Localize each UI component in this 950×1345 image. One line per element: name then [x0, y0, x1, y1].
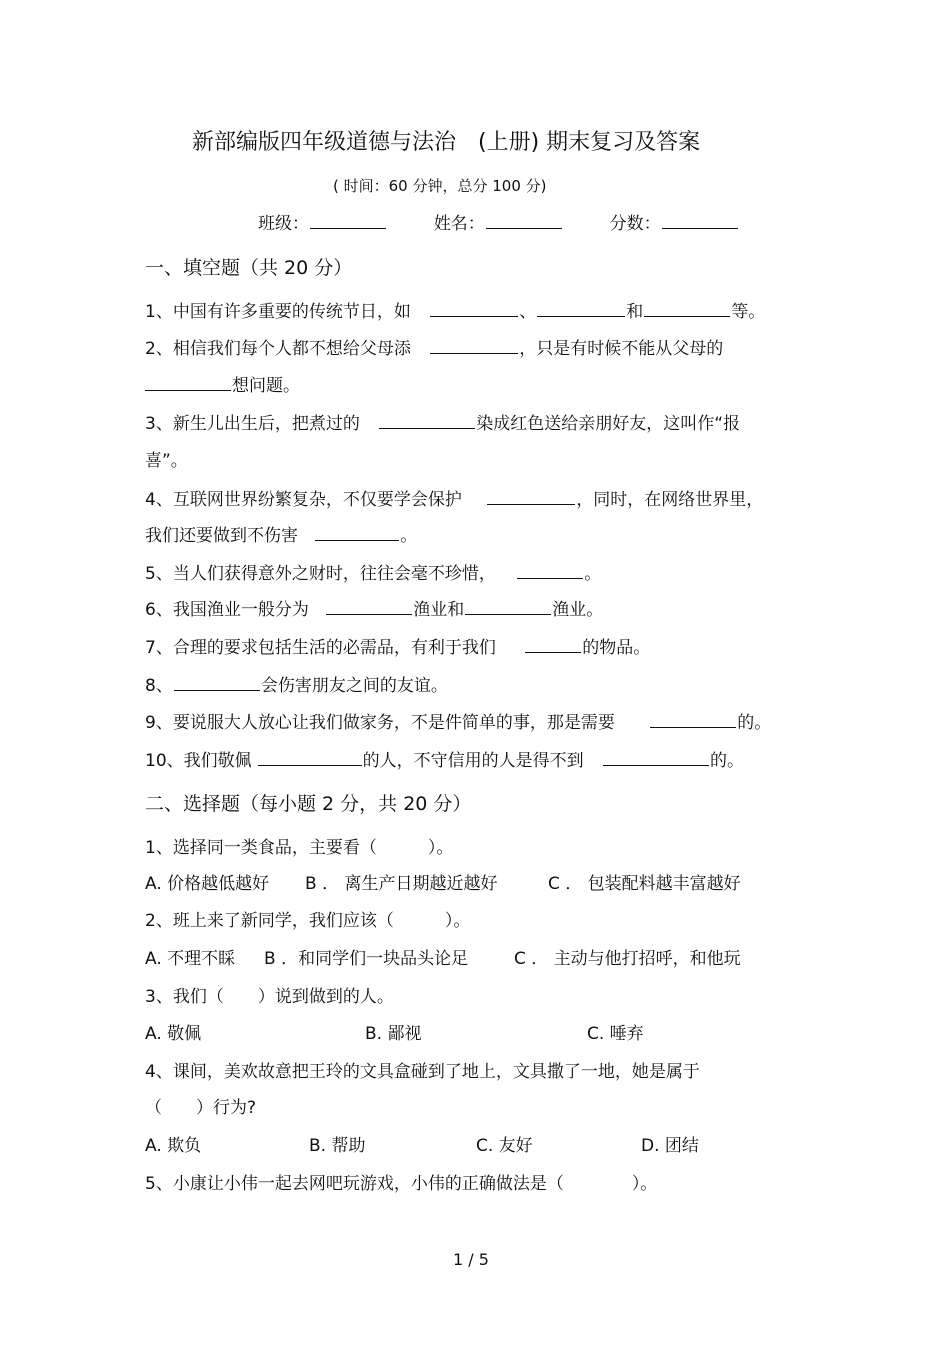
mc-option-3c[interactable]: C. 唾弃	[587, 1024, 644, 1044]
question-4-cont	[145, 524, 417, 547]
mc-question-3: 3、我们（ ）说到做到的人。	[145, 987, 394, 1007]
question-text: ，同时，在网络世界里，	[576, 490, 764, 510]
question-4	[145, 488, 763, 511]
question-2-cont	[145, 374, 300, 397]
question-text: 9、要说服大人放心让我们做家务，不是件简单的事，那是需要	[145, 713, 615, 733]
question-2	[145, 337, 723, 360]
answer-blank[interactable]	[174, 674, 260, 691]
answer-blank[interactable]	[145, 374, 231, 391]
mc-option-2b[interactable]: B ．和同学们一块品头论足	[264, 949, 469, 969]
question-text: 渔业和	[413, 600, 465, 620]
mc-question-1: 1、选择同一类食品，主要看（ ）。	[145, 838, 454, 858]
score-blank[interactable]	[662, 212, 738, 229]
mc-option-4a[interactable]: A. 欺负	[145, 1136, 202, 1156]
question-7	[145, 636, 650, 659]
answer-blank[interactable]	[258, 749, 362, 766]
question-text: 1、中国有许多重要的传统节日，如	[145, 302, 411, 322]
mc-option-4c[interactable]: C. 友好	[476, 1136, 533, 1156]
answer-blank[interactable]	[379, 412, 475, 429]
question-text: 等。	[731, 302, 766, 322]
mc-question-5: 5、小康让小伟一起去网吧玩游戏，小伟的正确做法是（ ）。	[145, 1174, 658, 1194]
mc-option-3b[interactable]: B. 鄙视	[365, 1024, 422, 1044]
question-3-cont: 喜”。	[145, 451, 188, 471]
question-text: 3、新生儿出生后，把煮过的	[145, 414, 360, 434]
answer-blank[interactable]	[603, 749, 709, 766]
answer-blank[interactable]	[537, 300, 625, 317]
mc-question-4-cont: （ ）行为?	[145, 1098, 257, 1118]
mc-option-2a[interactable]: A. 不理不睬	[145, 949, 236, 969]
answer-blank[interactable]	[430, 337, 518, 354]
answer-blank[interactable]	[326, 598, 412, 615]
class-blank[interactable]	[310, 212, 386, 229]
mc-option-4d[interactable]: D. 团结	[641, 1136, 699, 1156]
question-text: 8、	[145, 676, 173, 696]
mc-option-4b[interactable]: B. 帮助	[309, 1136, 366, 1156]
score-label: 分数：	[609, 214, 661, 234]
question-text: 、	[519, 302, 537, 322]
question-5	[145, 562, 601, 585]
answer-blank[interactable]	[525, 636, 581, 653]
name-blank[interactable]	[486, 212, 562, 229]
question-3	[145, 412, 740, 435]
question-text: 6、我国渔业一般分为	[145, 600, 309, 620]
question-text: 想问题。	[232, 376, 300, 396]
question-text: ，只是有时候不能从父母的	[519, 339, 724, 359]
answer-blank[interactable]	[517, 562, 583, 579]
question-text: 和	[626, 302, 644, 322]
question-text: 的物品。	[582, 638, 651, 658]
mc-option-1a[interactable]: A. 价格越低越好	[145, 874, 270, 894]
student-info-row	[258, 212, 739, 235]
question-text: 5、当人们获得意外之财时，往往会毫不珍惜，	[145, 564, 496, 584]
question-9	[145, 711, 771, 734]
question-text: 。	[400, 526, 418, 546]
question-text: 2、相信我们每个人都不想给父母添	[145, 339, 411, 359]
answer-blank[interactable]	[430, 300, 518, 317]
question-text: 的人，不守信用的人是得不到	[362, 751, 584, 771]
question-text: 4、互联网世界纷繁复杂，不仅要学会保护	[145, 490, 462, 510]
page-number: 1 / 5	[453, 1250, 489, 1269]
question-8	[145, 674, 448, 697]
question-text: 的。	[710, 751, 745, 771]
class-label: 班级：	[258, 214, 309, 234]
exam-time-info: ( 时间：60 分钟，总分 100 分)	[333, 177, 547, 195]
question-6	[145, 598, 603, 621]
question-text: 10、我们敬佩	[145, 751, 252, 771]
mc-option-2c[interactable]: C ． 主动与他打招呼，和他玩	[514, 949, 741, 969]
page-title: 新部编版四年级道德与法治 (上册) 期末复习及答案	[192, 130, 701, 155]
question-text: 染成红色送给亲朋好友，这叫作“报	[476, 414, 741, 434]
answer-blank[interactable]	[644, 300, 730, 317]
mc-option-1b[interactable]: B ． 离生产日期越近越好	[305, 874, 498, 894]
mc-option-1c[interactable]: C ． 包装配料越丰富越好	[548, 874, 741, 894]
mc-question-2: 2、班上来了新同学，我们应该（ ）。	[145, 911, 471, 931]
question-text: 。	[584, 564, 602, 584]
name-label: 姓名：	[433, 214, 485, 234]
question-1	[145, 300, 765, 323]
mc-question-4: 4、课间，美欢故意把王玲的文具盒碰到了地上，文具撒了一地，她是属于	[145, 1062, 700, 1082]
question-text: 我们还要做到不伤害	[145, 526, 298, 546]
question-text: 的。	[737, 713, 772, 733]
answer-blank[interactable]	[315, 524, 399, 541]
question-text: 会伤害朋友之间的友谊。	[260, 676, 448, 696]
answer-blank[interactable]	[650, 711, 736, 728]
section-heading-multiple-choice: 二、选择题（每小题 2 分，共 20 分）	[145, 793, 472, 815]
mc-option-3a[interactable]: A. 敬佩	[145, 1024, 202, 1044]
answer-blank[interactable]	[487, 488, 575, 505]
question-text: 渔业。	[552, 600, 604, 620]
question-10	[145, 749, 744, 772]
question-text: 7、合理的要求包括生活的必需品，有利于我们	[145, 638, 496, 658]
section-heading-fill-blank: 一、填空题（共 20 分）	[145, 257, 353, 279]
answer-blank[interactable]	[465, 598, 551, 615]
